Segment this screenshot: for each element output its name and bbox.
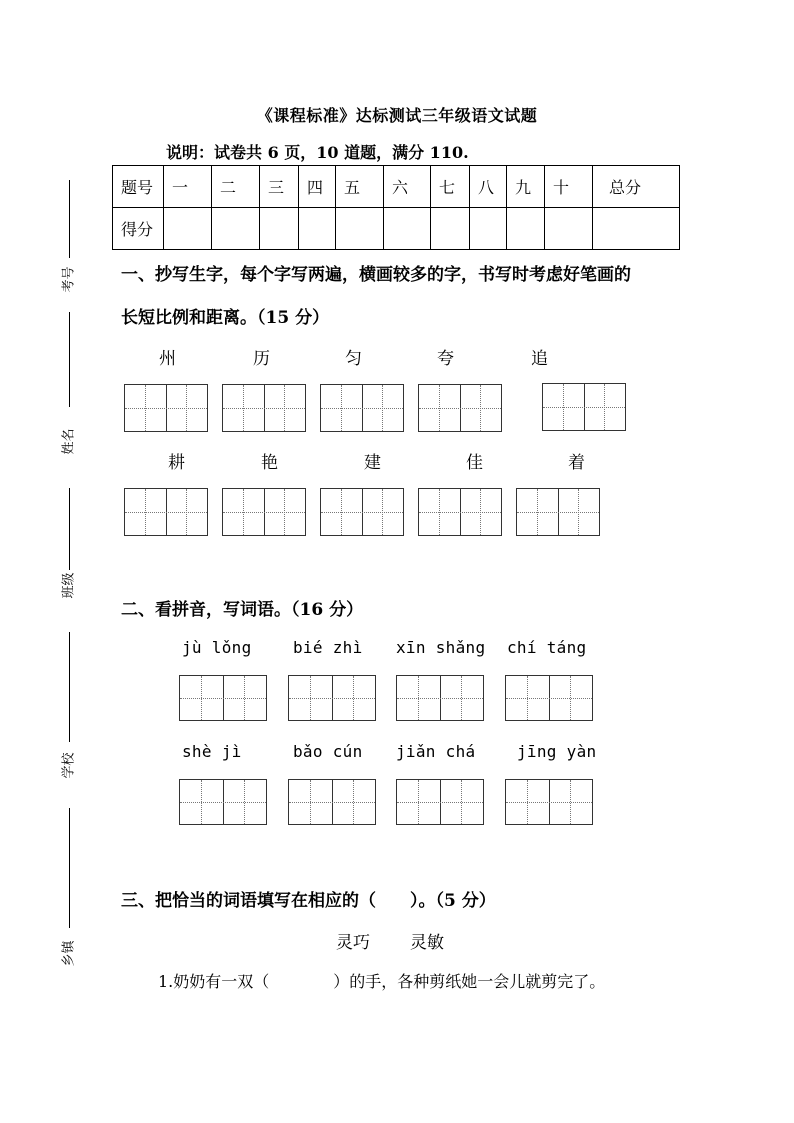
score-cell[interactable]	[212, 208, 260, 250]
score-table-score-row	[113, 208, 680, 250]
side-label-name: 姓名	[61, 428, 77, 455]
score-col-4: 四	[299, 166, 336, 208]
score-cell[interactable]	[336, 208, 384, 250]
side-label-town: 乡镇	[61, 940, 77, 967]
word-box[interactable]	[179, 675, 267, 721]
section3-title: 三、把恰当的词语填写在相应的（ ）。（5 分）	[121, 891, 496, 911]
score-cell[interactable]	[470, 208, 507, 250]
pinyin-label: jīng yàn	[517, 742, 597, 761]
writing-box[interactable]	[418, 488, 502, 536]
word-box[interactable]	[288, 675, 376, 721]
practice-char: 耕	[168, 453, 185, 473]
score-cell[interactable]	[507, 208, 545, 250]
writing-box[interactable]	[516, 488, 600, 536]
score-col-1: 一	[164, 166, 212, 208]
score-table-header-row	[113, 166, 680, 208]
side-label-class: 班级	[61, 572, 77, 599]
section1-title: 一、抄写生字，每个字写两遍，横画较多的字，书写时考虑好笔画的	[121, 265, 631, 285]
score-cell[interactable]	[384, 208, 431, 250]
practice-char: 匀	[345, 349, 362, 369]
pinyin-label: chí táng	[507, 638, 587, 657]
pinyin-label: jiǎn chá	[396, 742, 476, 761]
score-col-total: 总分	[593, 166, 680, 208]
score-cell[interactable]	[545, 208, 593, 250]
word-choice: 灵敏	[410, 933, 444, 953]
section2-title: 二、看拼音，写词语。（16 分）	[121, 600, 364, 620]
word-box[interactable]	[396, 675, 484, 721]
section1-title-cont: 长短比例和距离。（15 分）	[121, 308, 330, 328]
practice-char: 州	[159, 349, 176, 369]
practice-char: 建	[364, 453, 381, 473]
binding-line	[69, 632, 70, 742]
pinyin-label: xīn shǎng	[396, 638, 486, 657]
writing-box[interactable]	[320, 384, 404, 432]
writing-box[interactable]	[222, 488, 306, 536]
score-cell[interactable]	[593, 208, 680, 250]
score-col-10: 十	[545, 166, 593, 208]
score-row-label: 得分	[113, 208, 164, 250]
writing-box[interactable]	[124, 488, 208, 536]
pinyin-label: shè jì	[182, 742, 242, 761]
binding-line	[69, 488, 70, 570]
word-box[interactable]	[396, 779, 484, 825]
practice-char: 历	[253, 349, 270, 369]
binding-line	[69, 180, 70, 258]
page-title: 《课程标准》达标测试三年级语文试题	[256, 106, 538, 125]
word-box[interactable]	[505, 779, 593, 825]
binding-line	[69, 808, 70, 928]
pinyin-label: bié zhì	[293, 638, 363, 657]
score-col-5: 五	[336, 166, 384, 208]
score-cell[interactable]	[164, 208, 212, 250]
word-box[interactable]	[288, 779, 376, 825]
writing-box[interactable]	[542, 383, 626, 431]
score-col-3: 三	[260, 166, 299, 208]
writing-box[interactable]	[124, 384, 208, 432]
practice-char: 追	[531, 349, 548, 369]
word-box[interactable]	[179, 779, 267, 825]
score-col-2: 二	[212, 166, 260, 208]
side-label-school: 学校	[61, 752, 77, 779]
exam-note: 说明：试卷共 6 页，10 道题，满分 110.	[166, 143, 469, 162]
score-table	[112, 165, 680, 250]
writing-box[interactable]	[222, 384, 306, 432]
score-col-9: 九	[507, 166, 545, 208]
word-box[interactable]	[505, 675, 593, 721]
score-cell[interactable]	[431, 208, 470, 250]
question-1: 1.奶奶有一双（ ）的手，各种剪纸她一会儿就剪完了。	[158, 972, 606, 991]
pinyin-label: bǎo cún	[293, 742, 363, 761]
score-col-8: 八	[470, 166, 507, 208]
practice-char: 佳	[466, 453, 483, 473]
writing-box[interactable]	[320, 488, 404, 536]
writing-box[interactable]	[418, 384, 502, 432]
practice-char: 艳	[261, 453, 278, 473]
score-cell[interactable]	[260, 208, 299, 250]
score-col-7: 七	[431, 166, 470, 208]
word-choice: 灵巧	[336, 933, 370, 953]
side-label-exam-number: 考号	[61, 266, 77, 293]
practice-char: 着	[568, 453, 585, 473]
practice-char: 夸	[437, 349, 454, 369]
score-cell[interactable]	[299, 208, 336, 250]
binding-line	[69, 312, 70, 407]
score-col-6: 六	[384, 166, 431, 208]
score-row-label: 题号	[113, 166, 164, 208]
pinyin-label: jù lǒng	[182, 638, 252, 657]
